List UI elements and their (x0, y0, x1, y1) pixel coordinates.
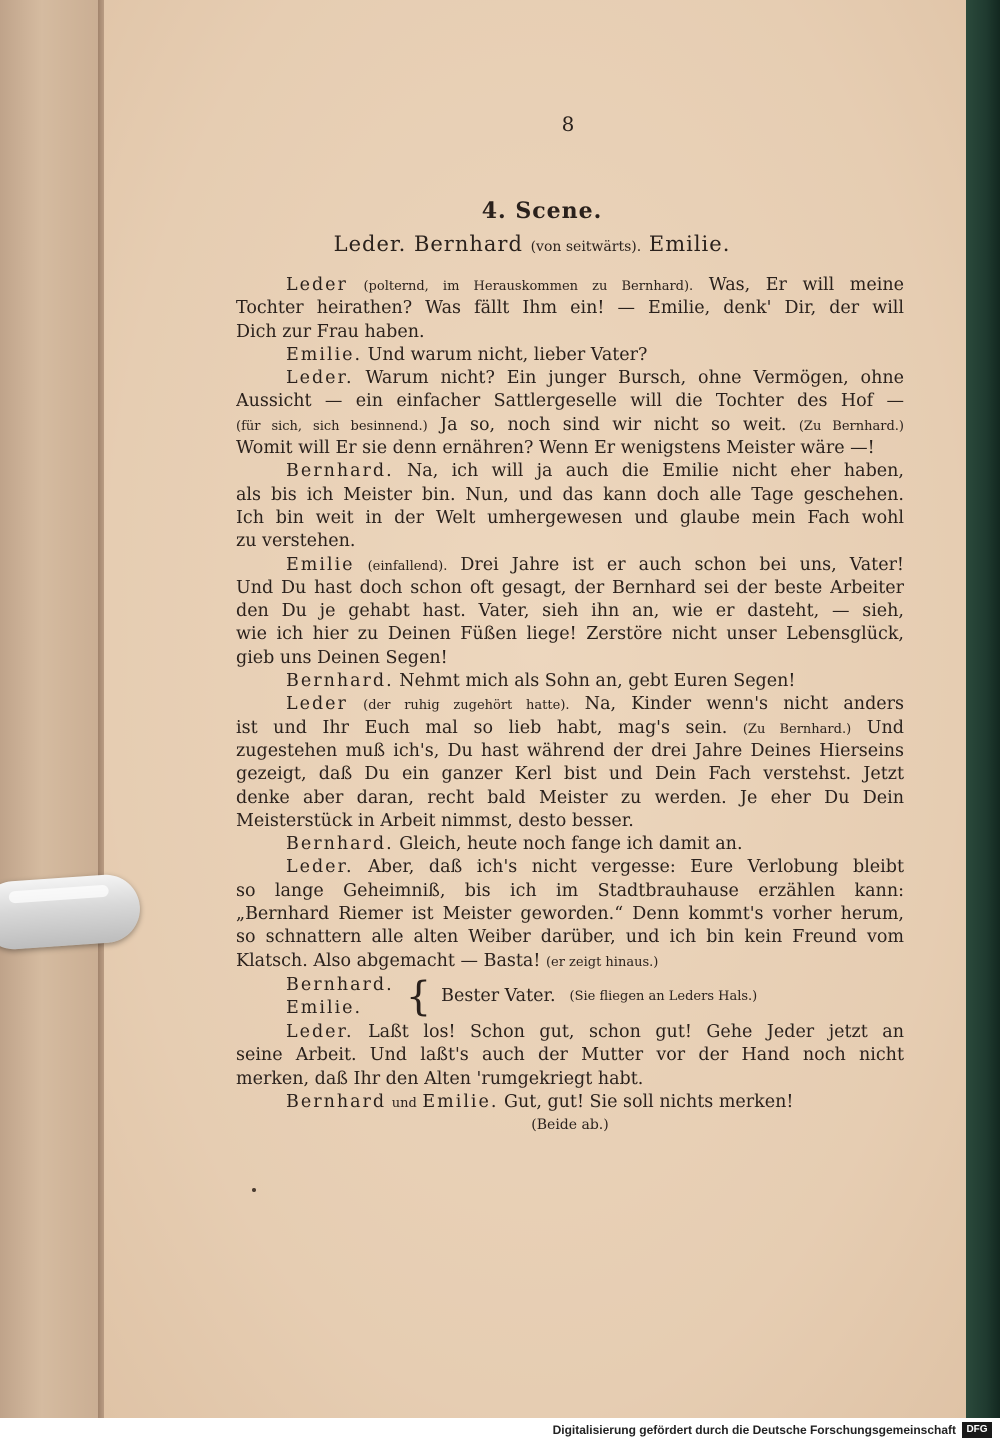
speaker-name: Emilie. (286, 344, 363, 365)
line-text: Aber, daß ich's nicht vergesse: Eure Verlobung bleibt (368, 857, 904, 878)
dfg-logo: DFG (962, 1422, 992, 1438)
line-text: wie ich hier zu Deinen Füßen liege! Zerstöre nicht unser Lebensglück, (236, 624, 904, 645)
text-line (236, 787, 904, 810)
cast-names-b: Emilie. (648, 232, 731, 256)
text-line (236, 414, 904, 437)
brace-glyph: { (405, 973, 432, 1020)
speaker-name: Emilie. (286, 997, 363, 1018)
line-text: Na, Kinder wenn's nicht anders (584, 694, 904, 715)
book-left-edge (0, 0, 104, 1444)
stage-direction: (Zu Bernhard.) (742, 721, 852, 737)
cast-list (232, 232, 832, 256)
line-text: zugestehen muß ich's, Du hast während der drei Jahre Deines Hierseins (236, 740, 904, 761)
line-text: gieb uns Deinen Segen! (236, 647, 448, 668)
speaker-name: Bernhard. (286, 834, 394, 855)
conjunction: und (391, 1095, 417, 1111)
line-text: Und Du hast doch schon oft gesagt, der Bernhard sei der beste Arbeiter (236, 577, 904, 598)
stage-direction: (der ruhig zugehört hatte). (363, 698, 570, 714)
line-text: denke aber daran, recht bald Meister zu werden. Je eher Du Dein (236, 787, 904, 808)
text-line (236, 903, 904, 926)
dialogue-text (236, 274, 904, 1137)
line-text: Tochter heirathen? Was fällt Ihm ein! — Emilie, denk' Dir, der will (236, 298, 904, 319)
book-cover-edge (966, 0, 1000, 1418)
stage-direction: (Zu Bernhard.) (798, 418, 904, 434)
line-text: Und warum nicht, lieber Vater? (367, 344, 648, 365)
text-line (236, 670, 904, 693)
text-line (236, 1021, 904, 1044)
text-line (236, 763, 904, 786)
line-text: Na, ich will ja auch die Emilie nicht eher haben, (406, 461, 904, 482)
line-text: ist und Ihr Euch mal so lieb habt, mag's sein. (236, 717, 728, 738)
text-line (236, 600, 904, 623)
line-text: den Du je gehabt hast. Vater, sieh ihn an, wie er dasteht, — sieh, (236, 601, 904, 622)
text-line (236, 507, 904, 530)
footer-bar (0, 1418, 1000, 1444)
stage-direction: (Sie fliegen an Leders Hals.) (569, 989, 758, 1005)
text-line (236, 297, 904, 320)
text-line (236, 460, 904, 483)
speaker-name: Leder (286, 275, 348, 295)
text-line (236, 530, 904, 553)
text-line (236, 623, 904, 646)
line-text: Gleich, heute noch fange ich damit an. (399, 834, 743, 855)
text-line (236, 717, 904, 740)
text-line (236, 647, 904, 670)
speaker-name: Bernhard. (286, 974, 394, 995)
text-line (236, 577, 904, 600)
stage-direction: (einfallend). (367, 558, 448, 574)
speaker-name: Emilie (286, 554, 355, 575)
footer-credit: Digitalisierung gefördert durch die Deutsche Forschungsgemeinschaft (552, 1423, 956, 1437)
line-text: Ja so, noch sind wir nicht so weit. (440, 414, 787, 435)
line-text: Nehmt mich als Sohn an, gebt Euren Segen! (399, 671, 796, 692)
line-text: gezeigt, daß Du ein ganzer Kerl bist und Dein Fach verstehst. Jetzt (236, 764, 904, 785)
text-line (236, 437, 904, 460)
text-line (236, 344, 904, 367)
text-line (236, 390, 904, 413)
line-text: Aussicht — ein einfacher Sattlergeselle will die Tochter des Hof — (236, 391, 904, 412)
speaker-name: Bernhard. (286, 461, 394, 482)
line-text: als bis ich Meister bin. Nun, und das kann doch alle Tage geschehen. (236, 484, 904, 505)
line-text: so lange Geheimniß, bis ich im Stadtbrauhause erzählen kann: (236, 880, 904, 901)
scene-title: 4. Scene. (481, 198, 603, 224)
line-text: zu verstehen. (236, 531, 356, 552)
speaker-name: Leder (286, 694, 348, 715)
line-text: Dich zur Frau haben. (236, 321, 425, 342)
text-line (236, 810, 904, 833)
text-line (236, 740, 904, 763)
cast-names-a: Leder. Bernhard (333, 232, 523, 256)
line-text: seine Arbeit. Und laßt's auch der Mutter vor der Hand noch nicht (236, 1045, 904, 1066)
speaker-name: Bernhard. (286, 671, 394, 692)
line-text: merken, daß Ihr den Alten 'rumgekriegt habt. (236, 1068, 644, 1089)
text-line (236, 1068, 904, 1091)
line-text: Und (866, 717, 904, 738)
duet-block (236, 973, 904, 1021)
text-line (236, 367, 904, 390)
line-text: Meisterstück in Arbeit nimmst, desto besser. (236, 810, 634, 831)
stage-direction: (für sich, sich besinnend.) (236, 418, 428, 434)
line-text: Laßt los! Schon gut, schon gut! Gehe Jeder jetzt an (368, 1021, 904, 1042)
cast-stage-direction: (von seitwärts). (530, 239, 642, 255)
speaker-name: Leder. (286, 1021, 354, 1042)
text-line (236, 1091, 904, 1114)
line-text: Drei Jahre ist er auch schon bei uns, Vater! (460, 554, 904, 575)
ink-mark (252, 1188, 256, 1192)
line-text: Womit will Er sie denn ernähren? Wenn Er wenigstens Meister wäre —! (236, 438, 875, 459)
text-line (236, 274, 904, 297)
line-text: Ich bin weit in der Welt umhergewesen und glaube mein Fach wohl (236, 507, 904, 528)
line-text: so schnattern alle alten Weiber darüber, und ich bin kein Freund vom (236, 927, 904, 948)
speaker-name: Leder. (286, 857, 354, 878)
text-line (236, 833, 904, 856)
duet-text: Bester Vater. (441, 986, 556, 1007)
text-line (236, 484, 904, 507)
text-line (236, 950, 904, 973)
text-line (236, 856, 904, 879)
text-line (236, 1044, 904, 1067)
speaker-name: Bernhard (286, 1091, 387, 1112)
speaker-name: Emilie. (422, 1091, 499, 1112)
text-line (236, 554, 904, 577)
text-line (236, 880, 904, 903)
speaker-name: Leder. (286, 368, 354, 389)
line-text: Klatsch. Also abgemacht — Basta! (236, 950, 541, 971)
exit-direction: (Beide ab.) (531, 1117, 609, 1134)
text-line (236, 321, 904, 344)
stage-direction: (er zeigt hinaus.) (545, 954, 659, 970)
duet-speakers (286, 974, 394, 1020)
text-line (236, 926, 904, 949)
stage-direction: (polternd, im Herauskommen zu Bernhard). (363, 279, 694, 294)
text-line (236, 693, 904, 716)
line-text: Was, Er will meine (708, 275, 904, 295)
page-number: 8 (561, 112, 575, 136)
line-text: „Bernhard Riemer ist Meister geworden.“ Denn kommt's vorher herum, (236, 904, 904, 925)
line-text: Warum nicht? Ein junger Bursch, ohne Vermögen, ohne (365, 368, 904, 389)
line-text: Gut, gut! Sie soll nichts merken! (504, 1091, 794, 1112)
